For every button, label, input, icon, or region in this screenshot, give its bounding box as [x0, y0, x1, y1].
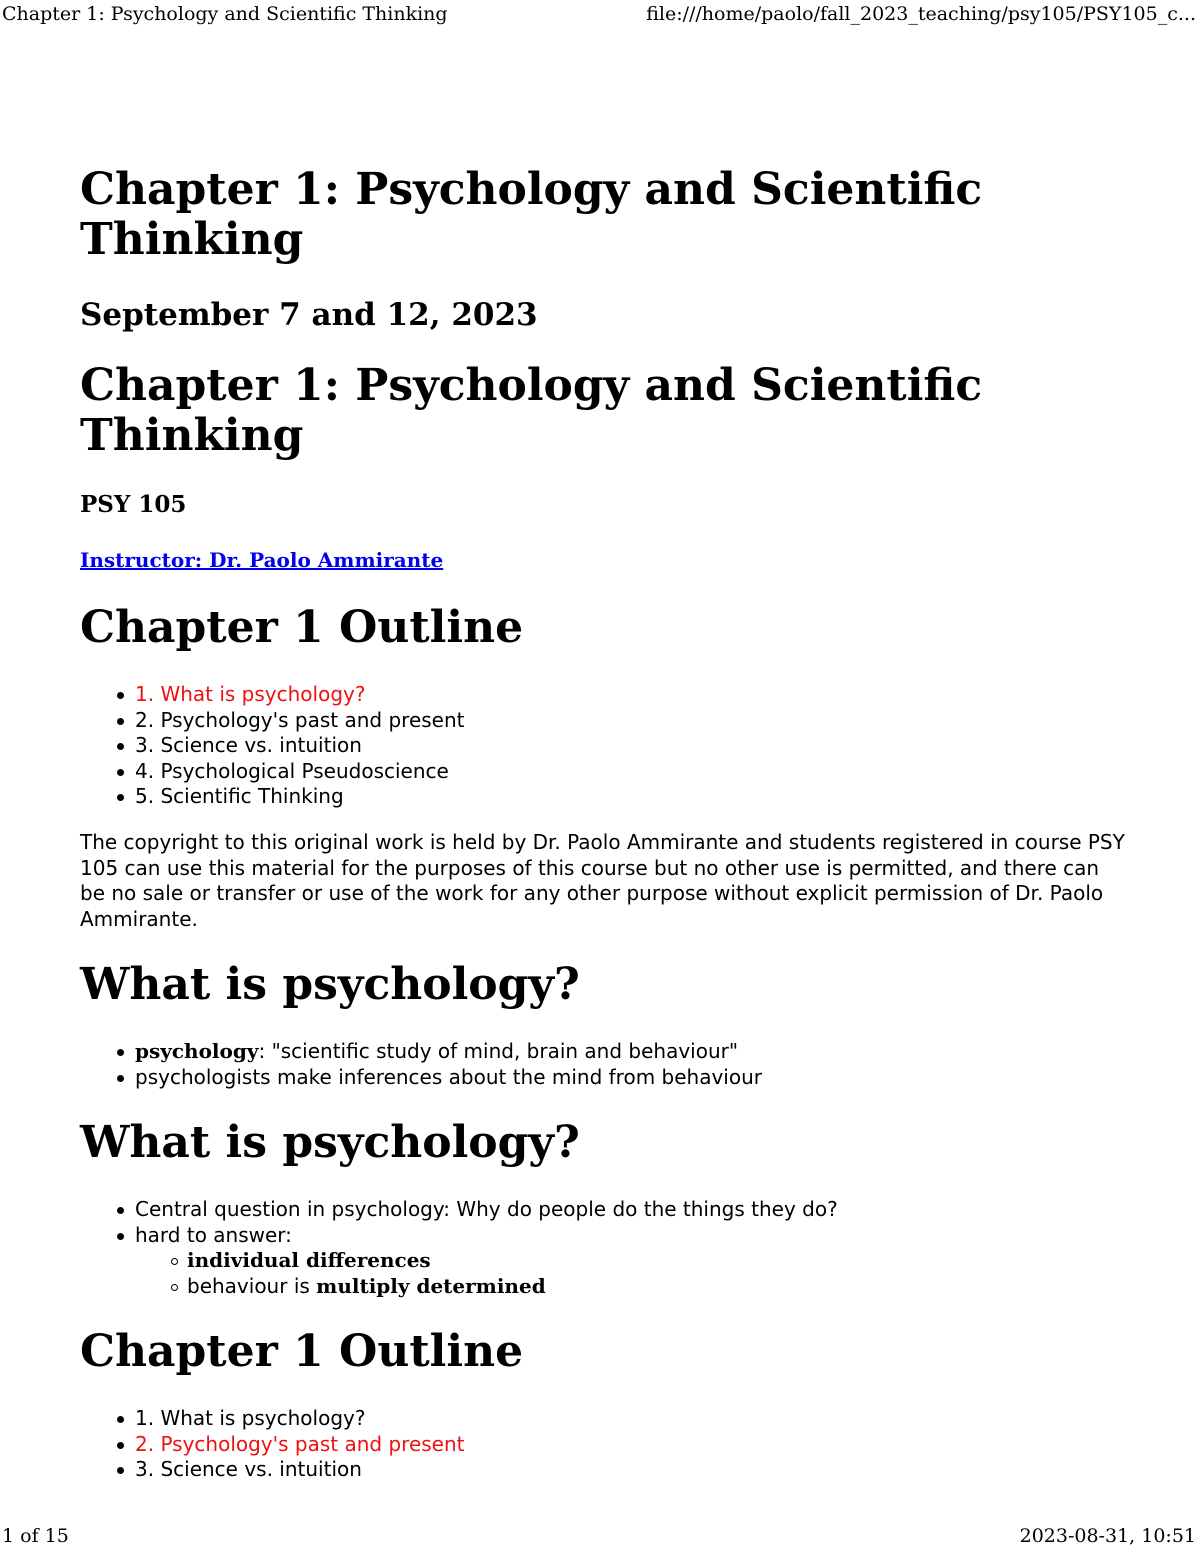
list-item-label: hard to answer:: [135, 1222, 292, 1247]
definition-text: : "scientific study of mind, brain and behaviour": [258, 1039, 739, 1063]
print-header-title: Chapter 1: Psychology and Scientific Thinking: [2, 3, 448, 25]
section-heading: What is psychology?: [80, 959, 580, 1010]
instructor-link[interactable]: Instructor: Dr. Paolo Ammirante: [80, 548, 444, 572]
term-psychology: psychology: [135, 1039, 259, 1063]
definition-list: [80, 1039, 1140, 1090]
date-subtitle: September 7 and 12, 2023: [80, 297, 538, 333]
question-list: [80, 1197, 1140, 1299]
outline-item: 2. Psychology's past and present: [80, 708, 1140, 734]
print-timestamp: 2023-08-31, 10:51: [1019, 1525, 1196, 1547]
outline-item: 3. Science vs. intuition: [80, 733, 1140, 759]
sub-list-item: [135, 1248, 1140, 1274]
list-item: psychologists make inferences about the mind from behaviour: [80, 1065, 1140, 1091]
outline-item: 4. Psychological Pseudoscience: [80, 759, 1140, 785]
outline-list: [80, 682, 1140, 810]
slide-title: Chapter 1: Psychology and Scientific Thinking: [80, 360, 983, 461]
page-title: Chapter 1: Psychology and Scientific Thinking: [80, 164, 983, 265]
list-item: Central question in psychology: Why do people do the things they do?: [80, 1197, 1140, 1223]
sub-list-item: [135, 1274, 1140, 1300]
outline-heading: Chapter 1 Outline: [80, 1326, 524, 1377]
outline-heading: Chapter 1 Outline: [80, 602, 524, 653]
outline-item: 3. Science vs. intuition: [80, 1457, 1140, 1483]
outline-list: [80, 1406, 1140, 1483]
outline-item: 1. What is psychology?: [80, 1406, 1140, 1432]
sub-list: [135, 1248, 1140, 1299]
outline-item: 2. Psychology's past and present: [80, 1432, 1140, 1458]
course-code: PSY 105: [80, 491, 187, 518]
term-individual-differences: individual differences: [187, 1248, 431, 1272]
outline-item: 1. What is psychology?: [80, 682, 1140, 708]
print-header-path: file:///home/paolo/fall_2023_teaching/psy105/PSY105_c...: [646, 3, 1196, 25]
list-item: [80, 1039, 1140, 1065]
copyright-notice: The copyright to this original work is held by Dr. Paolo Ammirante and students registered in course PSY 105 can use this material for the purposes of this course but no other use is permitted, and there can be no sale or transfer or use of the work for any other purpose without explicit permission of Dr. Paolo Ammirante.: [80, 830, 1125, 931]
term-multiply-determined: multiply determined: [316, 1273, 546, 1298]
sub-item-prefix: behaviour is: [187, 1273, 317, 1298]
page-counter: 1 of 15: [2, 1525, 69, 1547]
list-item: [80, 1223, 1140, 1300]
section-heading: What is psychology?: [80, 1117, 580, 1168]
outline-item: 5. Scientific Thinking: [80, 784, 1140, 810]
